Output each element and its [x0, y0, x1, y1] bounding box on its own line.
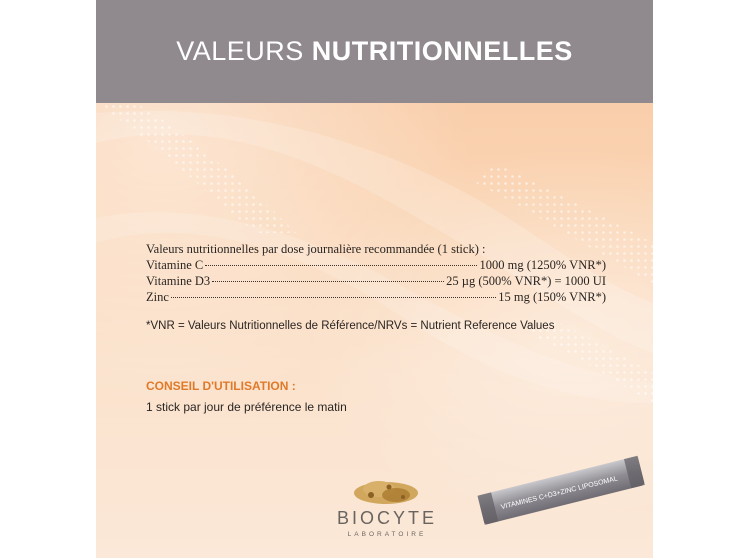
brand-subtitle: LABORATOIRE	[347, 531, 427, 538]
info-panel	[96, 0, 653, 558]
leader-dots	[205, 265, 477, 266]
product-stick-image	[468, 438, 648, 538]
nutrient-value: 25 µg (500% VNR*) = 1000 UI	[446, 274, 606, 288]
nutrition-row	[146, 290, 606, 306]
nutrition-row	[146, 258, 606, 274]
nutrition-row	[146, 274, 606, 290]
usage-advice-text: 1 stick par jour de préférence le matin	[146, 400, 347, 414]
leader-dots	[171, 297, 496, 298]
leader-dots	[212, 281, 444, 282]
stick-label: VITAMINES C+D3+ZINC LIPOSOMAL	[500, 475, 619, 512]
nutrient-name: Zinc	[146, 290, 169, 304]
page-title	[96, 36, 653, 67]
nutrient-name: Vitamine D3	[146, 274, 211, 288]
title-light: VALEURS	[176, 36, 304, 66]
biocyte-logo-mark-icon	[341, 475, 431, 507]
usage-advice-title: CONSEIL D'UTILISATION :	[146, 379, 296, 393]
title-bold: NUTRITIONNELLES	[311, 36, 573, 66]
brand-name: BIOCYTE	[336, 508, 437, 528]
nutrition-intro: Valeurs nutritionnelles par dose journalière recommandée (1 stick) :	[146, 242, 486, 256]
header-bar	[96, 0, 653, 103]
vnr-footnote: *VNR = Valeurs Nutritionnelles de Référence/NRVs = Nutrient Reference Values	[146, 320, 555, 332]
nutrient-value: 1000 mg (1250% VNR*)	[479, 258, 606, 272]
nutrient-value: 15 mg (150% VNR*)	[498, 290, 606, 304]
nutrient-name: Vitamine C	[146, 258, 204, 272]
